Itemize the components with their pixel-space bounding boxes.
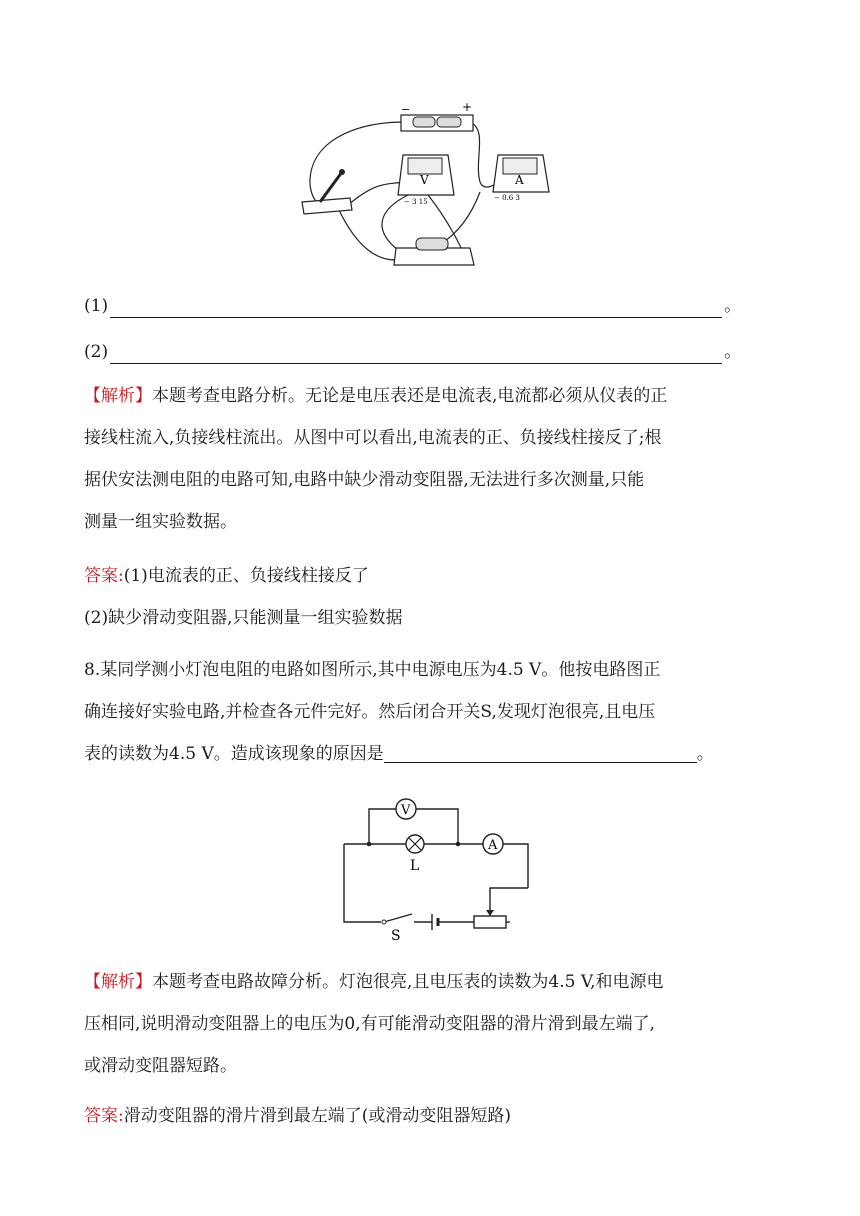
- ammeter-terminals: − 0.6 3: [494, 194, 520, 202]
- q7-answer-1: (1)电流表的正、负接线柱接反了: [123, 566, 369, 586]
- q7-answer-2: (2)缺少滑动变阻器,只能测量一组实验数据: [84, 608, 403, 628]
- q7-analysis-line-2: 接线柱流入,负接线柱流出。从图中可以看出,电流表的正、负接线柱接反了;根: [84, 428, 662, 448]
- q8-analysis-line-3: 或滑动变阻器短路。: [84, 1056, 237, 1076]
- blank-1-end: 。: [724, 296, 742, 316]
- blank-2-label: (2): [84, 342, 109, 362]
- voltmeter-letter: V: [420, 173, 429, 187]
- ammeter: [493, 155, 549, 202]
- switch: [302, 169, 352, 214]
- blank-1-underline[interactable]: [110, 299, 722, 318]
- ammeter-label: A: [488, 838, 498, 853]
- resistor-board: [394, 238, 474, 265]
- circuit-schematic-figure: [334, 792, 534, 942]
- q7-analysis-line-4: 测量一组实验数据。: [84, 512, 237, 532]
- q8-answer-text: 滑动变阻器的滑片滑到最左端了(或滑动变阻器短路): [123, 1106, 511, 1126]
- q8-line-3-text: 表的读数为4.5 V。造成该现象的原因是: [84, 744, 384, 764]
- lamp-label: L: [410, 858, 420, 874]
- slider-arrow: [486, 910, 494, 916]
- answer-tag: 答案:: [84, 566, 124, 586]
- q8-answer-tag: 答案:: [84, 1106, 124, 1126]
- blank-2-underline[interactable]: [110, 345, 722, 364]
- q8-line-3-end: 。: [696, 744, 714, 764]
- ammeter-symbol: [483, 834, 503, 854]
- switch-label: S: [391, 928, 401, 944]
- blank-2-end: 。: [724, 342, 742, 362]
- q8-analysis-line-1: [84, 970, 784, 994]
- voltmeter-symbol: [396, 799, 416, 819]
- q8-analysis-line-2: 压相同,说明滑动变阻器上的电压为0,有可能滑动变阻器的滑片滑到最左端了,: [84, 1014, 656, 1034]
- q7-analysis-line-3: 据伏安法测电阻的电路可知,电路中缺少滑动变阻器,无法进行多次测量,只能: [84, 470, 645, 490]
- q7-answer-line-1: [84, 564, 784, 588]
- blank-line-2: [84, 340, 784, 364]
- lamp-symbol: [406, 835, 424, 874]
- circuit-apparatus-figure: [298, 100, 524, 275]
- analysis-tag: 【解析】: [84, 386, 152, 406]
- battery: [401, 100, 473, 131]
- ammeter-letter: A: [515, 173, 524, 187]
- blank-line-1: [84, 294, 784, 318]
- q8-analysis-text-1: 本题考查电路故障分析。灯泡很亮,且电压表的读数为4.5 V,和电源电: [152, 972, 664, 992]
- battery-plus-label: +: [462, 100, 473, 114]
- q7-analysis-text-1: 本题考查电路分析。无论是电压表还是电流表,电流都必须从仪表的正: [152, 386, 668, 406]
- battery-minus-label: −: [401, 103, 411, 116]
- voltmeter-terminals: − 3 15: [404, 198, 428, 206]
- voltmeter-label: V: [401, 803, 411, 818]
- q8-line-1: 8.某同学测小灯泡电阻的电路如图所示,其中电源电压为4.5 V。他按电路图正: [84, 660, 661, 680]
- q8-analysis-tag: 【解析】: [84, 972, 152, 992]
- q7-analysis-line-1: [84, 384, 784, 408]
- q8-answer-blank[interactable]: [384, 744, 697, 763]
- blank-1-label: (1): [84, 296, 109, 316]
- q8-line-3: [84, 742, 784, 766]
- voltmeter: [398, 155, 454, 206]
- q8-line-2: 确连接好实验电路,并检查各元件完好。然后闭合开关S,发现灯泡很亮,且电压: [84, 702, 656, 722]
- q8-answer-line: [84, 1104, 784, 1128]
